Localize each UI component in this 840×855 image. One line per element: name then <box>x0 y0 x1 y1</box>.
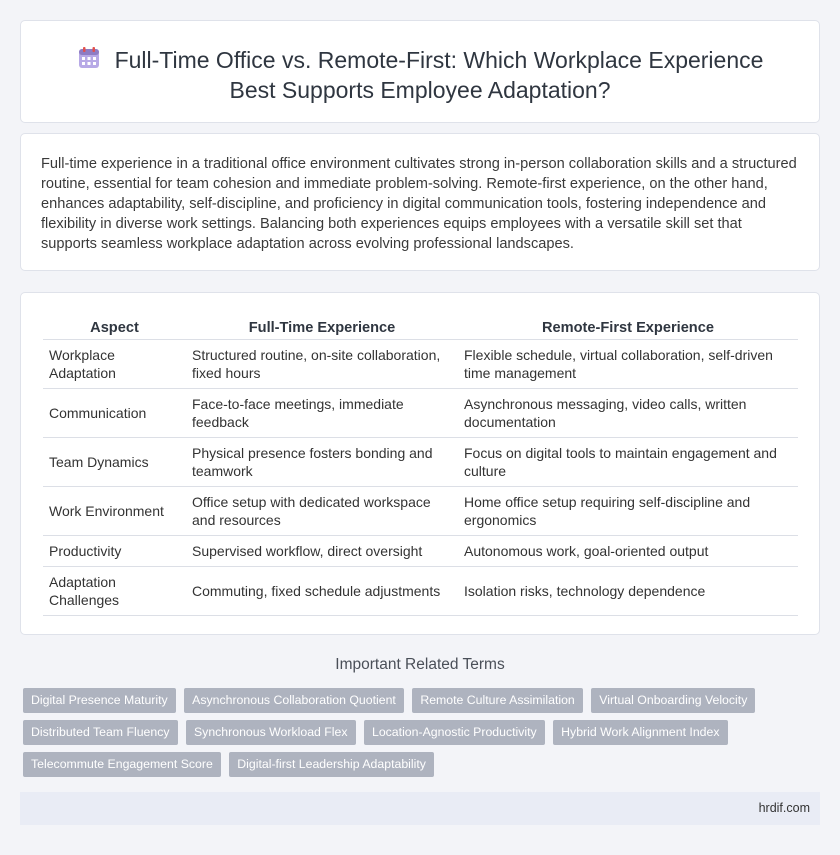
table-row <box>43 486 798 535</box>
tag-synchronous-workload-flex[interactable]: Synchronous Workload Flex <box>186 720 356 745</box>
tag-digital-presence-maturity[interactable]: Digital Presence Maturity <box>23 688 176 713</box>
header-aspect: Aspect <box>43 313 186 339</box>
table-header-row <box>43 313 798 339</box>
table-row <box>43 566 798 615</box>
cell-remote-first: Autonomous work, goal-oriented output <box>458 535 798 566</box>
footer <box>20 792 820 825</box>
cell-aspect: Work Environment <box>43 486 186 535</box>
cell-aspect: Workplace Adaptation <box>43 339 186 388</box>
cell-remote-first: Flexible schedule, virtual collaboration, self-driven time management <box>458 339 798 388</box>
tag-remote-culture-assimilation[interactable]: Remote Culture Assimilation <box>412 688 582 713</box>
table-row <box>43 339 798 388</box>
page-title: Full-Time Office vs. Remote-First: Which Workplace Experience Best Supports Employee Adaptation? <box>114 47 764 103</box>
table-row <box>43 388 798 437</box>
tag-location-agnostic-productivity[interactable]: Location-Agnostic Productivity <box>364 720 545 745</box>
cell-aspect: Team Dynamics <box>43 437 186 486</box>
cell-full-time: Face-to-face meetings, immediate feedback <box>186 388 458 437</box>
cell-remote-first: Isolation risks, technology dependence <box>458 566 798 615</box>
table-row <box>43 437 798 486</box>
cell-aspect: Communication <box>43 388 186 437</box>
comparison-table-card <box>20 292 820 635</box>
table-row <box>43 535 798 566</box>
tag-asynchronous-collaboration-quotient[interactable]: Asynchronous Collaboration Quotient <box>184 688 404 713</box>
tag-telecommute-engagement-score[interactable]: Telecommute Engagement Score <box>23 752 221 777</box>
comparison-table <box>43 313 798 616</box>
cell-remote-first: Home office setup requiring self-discipline and ergonomics <box>458 486 798 535</box>
related-terms-title: Important Related Terms <box>335 656 505 673</box>
cell-full-time: Commuting, fixed schedule adjustments <box>186 566 458 615</box>
cell-remote-first: Focus on digital tools to maintain engagement and culture <box>458 437 798 486</box>
cell-aspect: Productivity <box>43 535 186 566</box>
related-terms-tags <box>23 688 823 784</box>
cell-full-time: Supervised workflow, direct oversight <box>186 535 458 566</box>
tag-virtual-onboarding-velocity[interactable]: Virtual Onboarding Velocity <box>591 688 755 713</box>
cell-full-time: Structured routine, on-site collaboration, fixed hours <box>186 339 458 388</box>
cell-remote-first: Asynchronous messaging, video calls, written documentation <box>458 388 798 437</box>
intro-paragraph: Full-time experience in a traditional office environment cultivates strong in-person collaboration skills and a structured routine, essential for team cohesion and immediate problem-solving. Remote-first experience, on the other hand, enhances adaptability, self-discipline, and proficiency in digital communication tools, fostering independence and flexibility in diverse work settings. Balancing both experiences equips employees with a versatile skill set that supports seamless workplace adaptation across evolving professional landscapes. <box>41 156 797 252</box>
page-title-wrap <box>61 45 779 105</box>
intro-card <box>20 133 820 271</box>
cell-full-time: Office setup with dedicated workspace and resources <box>186 486 458 535</box>
tag-digital-first-leadership-adaptability[interactable]: Digital-first Leadership Adaptability <box>229 752 434 777</box>
cell-aspect: Adaptation Challenges <box>43 566 186 615</box>
cell-full-time: Physical presence fosters bonding and teamwork <box>186 437 458 486</box>
calendar-icon <box>77 46 101 70</box>
header-full-time: Full-Time Experience <box>186 313 458 339</box>
title-card <box>20 20 820 123</box>
tag-distributed-team-fluency[interactable]: Distributed Team Fluency <box>23 720 178 745</box>
header-remote-first: Remote-First Experience <box>458 313 798 339</box>
tag-hybrid-work-alignment-index[interactable]: Hybrid Work Alignment Index <box>553 720 727 745</box>
footer-site-link[interactable]: hrdif.com <box>758 801 810 815</box>
